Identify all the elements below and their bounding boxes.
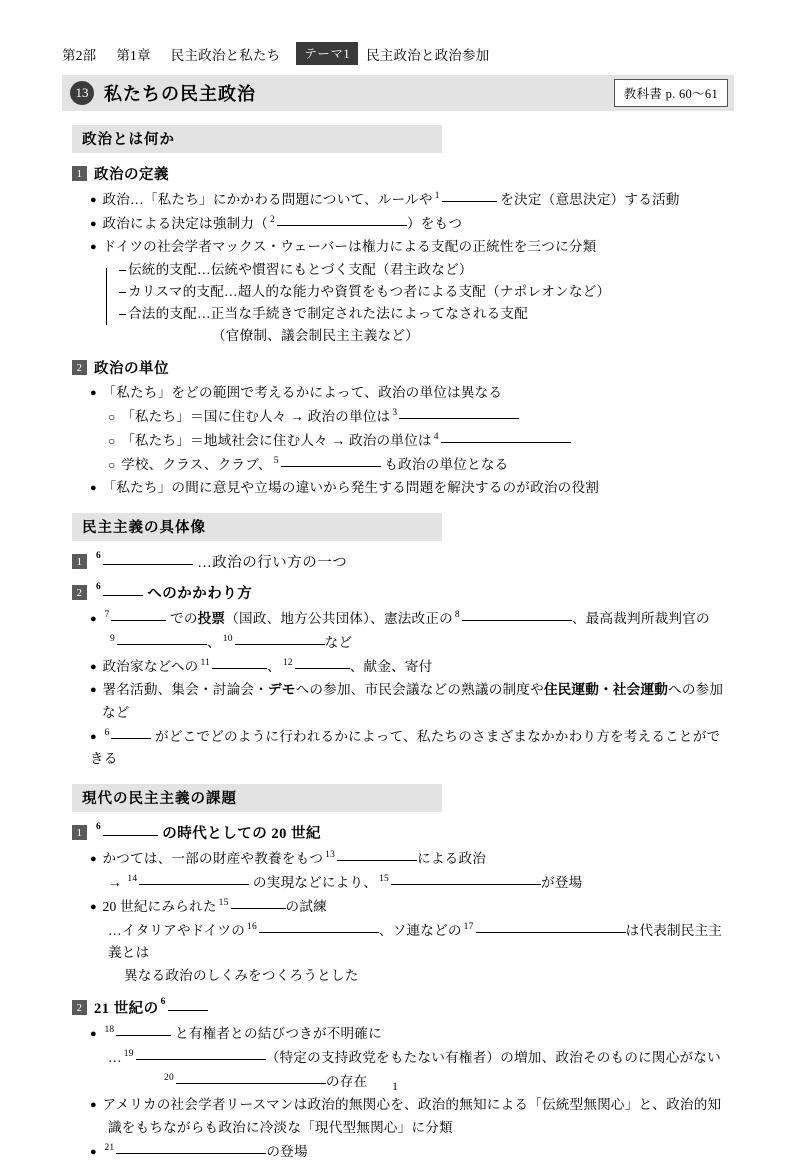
breadcrumb-chapter-title: 民主政治と私たち xyxy=(170,47,281,63)
fill-blank[interactable] xyxy=(212,655,267,669)
page-number: 1 xyxy=(392,1081,398,1093)
list-item xyxy=(108,871,734,894)
blank-number: 6 xyxy=(104,728,110,739)
list-item xyxy=(108,631,734,654)
text: がどこでどのように行われるかによって、私たちのさまざまなかかわり方を考えることができる xyxy=(90,729,721,767)
text: の実現などにより、 xyxy=(252,875,378,891)
lesson-number-badge: 13 xyxy=(70,81,94,105)
text: も政治の単位となる xyxy=(384,457,509,473)
text-bold: デモ xyxy=(268,682,296,698)
blank-number: 6 xyxy=(96,822,102,833)
list-item-continuation: 異なる政治のしくみをつくろうとした xyxy=(124,968,359,984)
tree-item: カリスマ的支配…超人的な能力や資質をもつ者による支配（ナポレオンなど） xyxy=(120,281,734,303)
text: 、 xyxy=(267,659,281,675)
list-item xyxy=(90,236,734,258)
list-item xyxy=(108,429,734,452)
list-item xyxy=(90,895,734,918)
list-item xyxy=(90,1094,734,1116)
blank-number: 17 xyxy=(463,922,474,933)
fill-blank[interactable] xyxy=(136,1046,266,1060)
text: 「私たち」をどの範囲で考えるかによって、政治の単位は異なる xyxy=(102,385,503,401)
subheading-democracy-1 xyxy=(72,551,734,572)
blank-number: 10 xyxy=(222,634,233,645)
blank-number: 5 xyxy=(273,456,279,467)
text: （国政、地方公共団体）、憲法改正の xyxy=(225,611,453,627)
fill-blank[interactable] xyxy=(111,607,166,621)
text: アメリカの社会学者リースマンは政治的無関心を、政治的無知による「伝統型無関心」と、政治的知 xyxy=(102,1097,722,1113)
theme-badge: テーマ1 xyxy=(296,42,358,65)
text: など xyxy=(324,635,353,651)
text: と有権者との結びつきが不明確に xyxy=(174,1026,382,1042)
blank-number: 19 xyxy=(123,1049,134,1060)
text: への参加、市民会議などの熟議の制度や xyxy=(295,682,544,698)
list-item xyxy=(90,1140,734,1163)
text: の時代としての 20 世紀 xyxy=(162,826,321,843)
page-title-bar xyxy=(62,75,734,111)
fill-blank[interactable] xyxy=(103,582,143,596)
list-item xyxy=(108,1046,734,1069)
text: は代表制民主主義とは xyxy=(108,923,723,961)
list-item xyxy=(108,919,734,964)
text: 政治…「私たち」にかかわる問題について、ルールや xyxy=(102,192,433,207)
list-item xyxy=(90,212,734,235)
fill-blank[interactable] xyxy=(103,822,158,836)
blank-number: 15 xyxy=(218,898,229,909)
fill-blank[interactable] xyxy=(103,551,193,565)
fill-blank[interactable] xyxy=(399,405,519,419)
blank-number: 2 xyxy=(270,215,275,226)
list-item xyxy=(90,382,734,404)
blank-number: 4 xyxy=(433,432,439,443)
text: 、献金、寄付 xyxy=(349,659,433,675)
text: を決定（意思決定）する活動 xyxy=(500,192,680,207)
text: 学校、クラス、クラブ、 xyxy=(121,457,272,473)
blank-number: 9 xyxy=(110,634,115,645)
text: かつては、一部の財産や教養をもつ xyxy=(102,851,324,867)
textbook-reference: 教科書 p. 60〜61 xyxy=(614,79,728,107)
blank-number: 13 xyxy=(325,850,336,861)
list-item xyxy=(90,1022,734,1045)
text: での xyxy=(170,611,198,627)
text: の登場 xyxy=(266,1144,308,1160)
subheading-number: 1 xyxy=(72,166,87,181)
blank-number: 14 xyxy=(127,874,138,885)
blank-number: 21 xyxy=(104,1143,115,1154)
fill-blank[interactable] xyxy=(476,919,626,933)
fill-blank[interactable] xyxy=(259,919,379,933)
subheading-label: 政治の定義 xyxy=(94,167,169,183)
list-item xyxy=(90,679,734,701)
breadcrumb-chapter: 第1章 xyxy=(116,47,151,63)
list-item xyxy=(90,725,734,770)
list-item xyxy=(90,847,734,870)
fill-blank[interactable] xyxy=(281,453,381,467)
text: 政治家などへの xyxy=(102,659,199,675)
text: （特定の支持政党をもたない有権者）の増加、政治そのものに関心がない xyxy=(265,1050,721,1066)
fill-blank[interactable] xyxy=(231,895,286,909)
fill-blank[interactable] xyxy=(442,188,497,202)
subheading-number: 2 xyxy=(72,585,87,600)
text: ドイツの社会学者マックス・ウェーバーは権力による支配の正統性を三つに分類 xyxy=(102,239,597,255)
tree-item: 伝統的支配…伝統や慣習にもとづく支配（君主政など） xyxy=(120,259,734,281)
list-item xyxy=(90,655,734,678)
list-item xyxy=(108,405,734,428)
breadcrumb-theme-title: 民主政治と政治参加 xyxy=(366,47,490,63)
text: が登場 xyxy=(540,875,583,891)
blank-number: 20 xyxy=(164,1073,174,1084)
fill-blank[interactable] xyxy=(277,212,407,226)
subheading-number: 1 xyxy=(72,825,87,840)
fill-blank[interactable] xyxy=(462,607,572,621)
subheading-21st-century xyxy=(72,997,734,1018)
page-title: 私たちの民主政治 xyxy=(104,84,256,104)
blank-number: 18 xyxy=(104,1025,115,1036)
blank-number: 3 xyxy=(392,408,398,419)
fill-blank[interactable] xyxy=(139,871,249,885)
text: 署名活動、集会・討論会・ xyxy=(102,682,268,698)
blank-number: 6 xyxy=(96,582,102,593)
subheading-democracy-2 xyxy=(72,582,734,603)
text: 「私たち」＝国に住む人々 → 政治の単位は xyxy=(121,409,391,425)
subheading-definition-of-politics xyxy=(72,163,734,184)
list-item xyxy=(90,607,734,630)
text: 、 xyxy=(206,635,221,651)
fill-blank[interactable] xyxy=(111,725,151,739)
section-heading-modern-issues: 現代の民主主義の課題 xyxy=(72,784,442,812)
text: 20 世紀にみられた xyxy=(102,899,217,915)
classification-tree xyxy=(106,259,734,347)
text: の試練 xyxy=(285,899,327,915)
breadcrumb xyxy=(62,42,734,65)
blank-number: 6 xyxy=(96,551,102,562)
text: → xyxy=(108,875,122,891)
tree-note: （官僚制、議会制民主主義など） xyxy=(212,328,419,344)
fill-blank[interactable] xyxy=(116,1022,171,1036)
text: へのかかわり方 xyxy=(147,586,253,603)
text-bold: 投票 xyxy=(197,611,226,627)
text: による政治 xyxy=(417,851,487,867)
list-item xyxy=(108,453,734,476)
fill-blank[interactable] xyxy=(337,847,417,861)
list-item-continuation: 識をもちながらも政治に冷淡な「現代型無関心」に分類 xyxy=(108,1120,453,1136)
list-item xyxy=(90,477,734,499)
blank-number: 15 xyxy=(379,874,389,885)
text: の存在 xyxy=(325,1074,368,1090)
blank-number: 7 xyxy=(104,610,110,621)
fill-blank[interactable] xyxy=(117,631,207,645)
blank-number: 8 xyxy=(454,610,460,621)
subheading-unit-of-politics xyxy=(72,357,734,378)
text: …イタリアやドイツの xyxy=(108,923,245,939)
text: 21 世紀の xyxy=(94,1001,159,1018)
text: 、ソ連などの xyxy=(378,923,462,939)
subheading-number: 2 xyxy=(72,360,87,375)
fill-blank[interactable] xyxy=(168,997,208,1011)
breadcrumb-part: 第2部 xyxy=(62,47,97,63)
text: への参加 xyxy=(668,682,724,698)
subheading-number: 2 xyxy=(72,1000,87,1015)
text: … xyxy=(108,1050,122,1066)
subheading-number: 1 xyxy=(72,554,87,569)
subheading-label: 政治の単位 xyxy=(94,361,169,378)
fill-blank[interactable] xyxy=(235,631,325,645)
blank-number: 11 xyxy=(200,658,211,669)
text: 、最高裁判所裁判官の xyxy=(571,611,710,627)
list-item-continuation: など xyxy=(102,705,130,721)
section-heading-politics: 政治とは何か xyxy=(72,125,442,153)
text: 政治による決定は強制力（ xyxy=(102,216,268,232)
fill-blank[interactable] xyxy=(295,655,350,669)
fill-blank[interactable] xyxy=(441,429,571,443)
list-item xyxy=(90,188,734,211)
text: …政治の行い方の一つ xyxy=(197,555,348,572)
blank-number: 16 xyxy=(247,922,257,933)
blank-number: 12 xyxy=(282,658,293,669)
text-bold: 住民運動・社会運動 xyxy=(543,682,669,698)
blank-number: 6 xyxy=(160,997,166,1008)
fill-blank[interactable] xyxy=(116,1140,266,1154)
section-heading-democracy-example: 民主主義の具体像 xyxy=(72,513,442,541)
text: 「私たち」＝地域社会に住む人々 → 政治の単位は xyxy=(121,433,432,449)
subheading-20th-century xyxy=(72,822,734,843)
text: 「私たち」の間に意見や立場の違いから発生する問題を解決するのが政治の役割 xyxy=(102,480,600,496)
fill-blank[interactable] xyxy=(391,871,541,885)
blank-number: 1 xyxy=(434,191,440,201)
tree-item: 合法的支配…正当な手続きで制定された法によってなされる支配 xyxy=(120,303,734,325)
text: ）をもつ xyxy=(406,216,463,232)
